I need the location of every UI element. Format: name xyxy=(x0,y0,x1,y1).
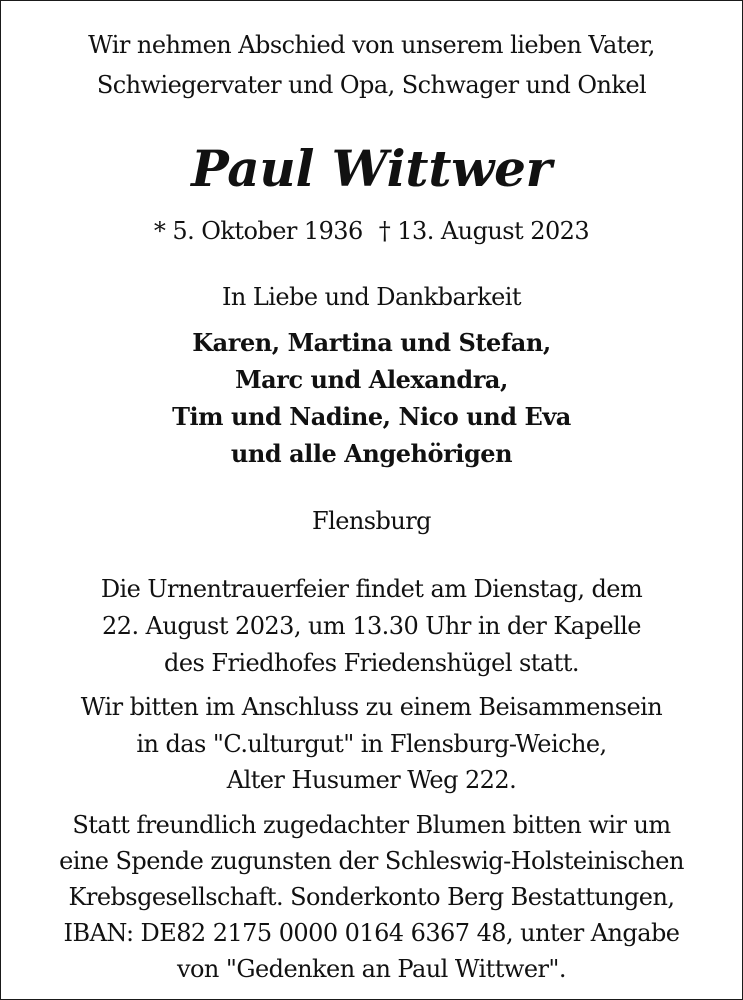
donation-line: eine Spende zugunsten der Schleswig-Holsteinischen xyxy=(59,847,684,875)
mourner-line: Karen, Martina und Stefan, xyxy=(192,328,551,357)
mourners-intro: In Liebe und Dankbarkeit xyxy=(221,283,522,311)
ceremony-line: Die Urnentrauerfeier findet am Dienstag, dem xyxy=(100,575,643,603)
gathering-line: Wir bitten im Anschluss zu einem Beisammensein xyxy=(80,693,663,721)
intro-line: Wir nehmen Abschied von unserem lieben Vater, xyxy=(88,31,655,59)
ceremony-line: des Friedhofes Friedenshügel statt. xyxy=(164,649,579,677)
donation-line: IBAN: DE82 2175 0000 0164 6367 48, unter Angabe xyxy=(63,919,680,947)
deceased-name: Paul Wittwer xyxy=(191,139,552,198)
intro-line: Schwiegervater und Opa, Schwager und Onkel xyxy=(96,71,647,99)
place: Flensburg xyxy=(311,507,431,535)
life-dates xyxy=(1,215,742,247)
gathering-line: in das "C.ulturgut" in Flensburg-Weiche, xyxy=(136,730,607,758)
donation-line: Krebsgesellschaft. Sonderkonto Berg Bestattungen, xyxy=(68,883,675,911)
mourner-line: Marc und Alexandra, xyxy=(235,365,508,394)
mourner-line: Tim und Nadine, Nico und Eva xyxy=(172,402,571,431)
donation-line: von "Gedenken an Paul Wittwer". xyxy=(177,955,566,983)
gathering-line: Alter Husumer Weg 222. xyxy=(226,766,517,794)
donation-line: Statt freundlich zugedachter Blumen bitten wir um xyxy=(72,811,671,839)
death-date: † 13. August 2023 xyxy=(378,217,590,245)
ceremony-line: 22. August 2023, um 13.30 Uhr in der Kapelle xyxy=(102,612,641,640)
mourner-line: und alle Angehörigen xyxy=(230,439,513,468)
birth-date: * 5. Oktober 1936 xyxy=(153,217,363,245)
